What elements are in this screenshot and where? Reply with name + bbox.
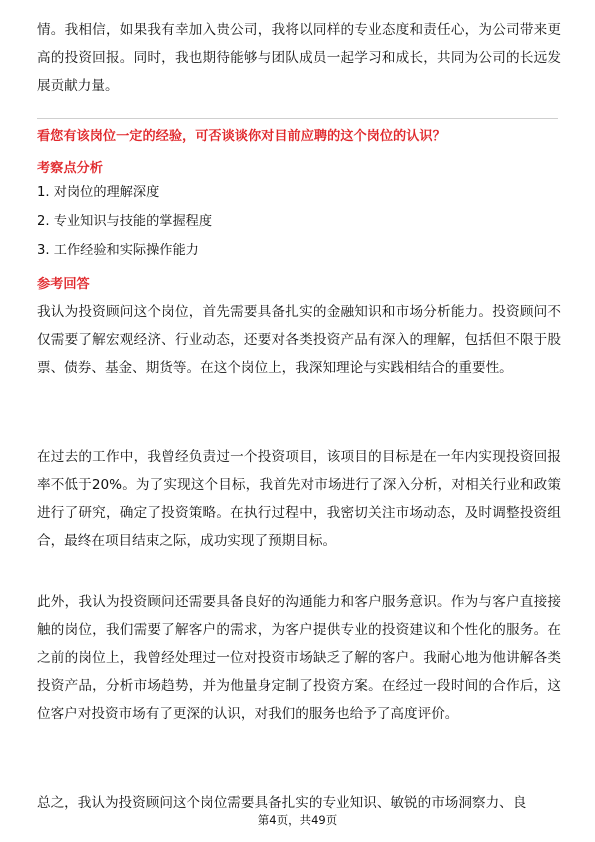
- page-footer: 第4页，共49页: [257, 813, 338, 827]
- interview-question: 看您有该岗位一定的经验，可否谈谈你对目前应聘的这个岗位的认识？: [37, 129, 446, 144]
- answer-paragraph-4: 总之，我认为投资顾问这个岗位需要具备扎实的专业知识、敏锐的市场洞察力、良: [37, 795, 527, 811]
- answer-paragraph-2: 在过去的工作中，我曾经负责过一个投资项目，该项目的目标是在一年内实现投资回报率不低于20%。为了实现这个目标，我首先对市场进行了深入分析，对相关行业和政策进行了研究，确定了投资策略。在执行过程中，我密切关注市场动态，及时调整投资组合，最终在项目结束之际，成功实现了预期目标。: [37, 449, 561, 549]
- answer-paragraph-3: 此外，我认为投资顾问还需要具备良好的沟通能力和客户服务意识。作为与客户直接接触的岗位，我们需要了解客户的需求，为客户提供专业的投资建议和个性化的服务。在之前的岗位上，我曾经处理过一位对投资市场缺乏了解的客户。我耐心地为他讲解各类投资产品，分析市场趋势，并为他量身定制了投资方案。在经过一段时间的合作后，这位客户对投资市场有了更深的认识，对我们的服务也给予了高度评价。: [37, 594, 561, 722]
- answer-title: 参考回答: [37, 277, 90, 292]
- answer-paragraph-1: 我认为投资顾问这个岗位，首先需要具备扎实的金融知识和市场分析能力。投资顾问不仅需要了解宏观经济、行业动态，还要对各类投资产品有深入的理解，包括但不限于股票、债券、基金、期货等。在这个岗位上，我深知理论与实践相结合的重要性。: [37, 304, 561, 376]
- analysis-point-2: 2. 专业知识与技能的掌握程度: [37, 214, 213, 229]
- intro-paragraph: 情。我相信，如果我有幸加入贵公司，我将以同样的专业态度和责任心，为公司带来更高的投资回报。同时，我也期待能够与团队成员一起学习和成长，共同为公司的长远发展贡献力量。: [37, 22, 561, 94]
- analysis-title: 考察点分析: [37, 161, 103, 176]
- section-divider: [37, 118, 558, 119]
- analysis-point-3: 3. 工作经验和实际操作能力: [37, 243, 199, 258]
- analysis-point-1: 1. 对岗位的理解深度: [37, 185, 160, 200]
